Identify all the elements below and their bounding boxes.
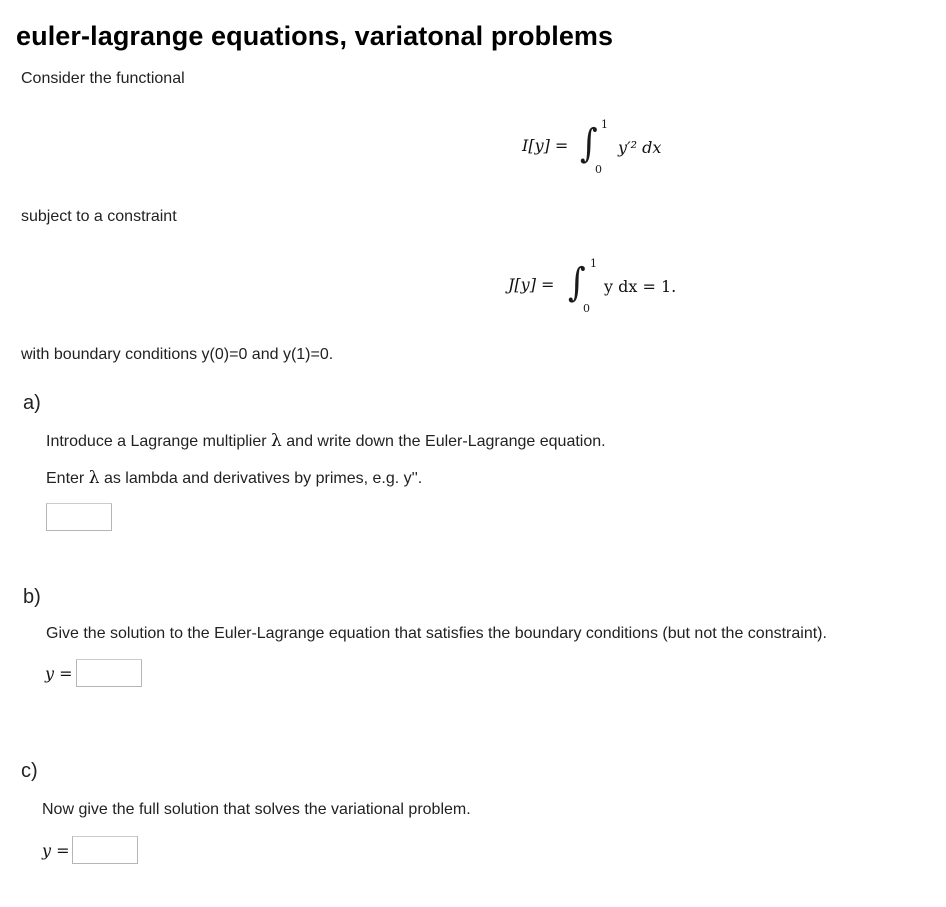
lambda-symbol: λ [271,431,282,451]
page-title: euler-lagrange equations, variatonal problems [16,21,614,51]
part-b-prefix: y = [45,664,73,683]
part-b-label: b) [23,586,41,608]
functional-j-equation [508,257,688,317]
functional-i-equation [522,118,672,178]
part-a-line2-pre: Enter [46,470,85,487]
part-a-line1-pre: Introduce a Lagrange multiplier [46,433,267,450]
part-a-answer-input[interactable] [46,503,112,531]
lambda-symbol: λ [88,468,100,488]
functional-j-lhs: J[y] = [508,275,555,294]
intro-text: Consider the functional [21,70,185,87]
part-a-label: a) [23,392,41,414]
integral-sign: ∫ [568,260,586,306]
functional-i-lhs: I[y] = [522,136,569,155]
part-a-instruction-2 [46,468,422,488]
constraint-intro-text: subject to a constraint [21,208,177,225]
part-b-instruction: Give the solution to the Euler-Lagrange equation that satisfies the boundary conditions (but not the constraint). [46,625,827,642]
part-c-prefix: y = [42,841,70,860]
integral-sign: ∫ [580,121,598,167]
part-c-instruction: Now give the full solution that solves the variational problem. [42,801,471,818]
lower-limit: 0 [583,302,590,315]
part-a-line1-post: and write down the Euler-Lagrange equation. [286,433,606,450]
part-a-line2-post: as lambda and derivatives by primes, e.g. y''. [103,470,423,487]
lower-limit: 0 [595,163,602,176]
functional-j-integrand: y dx = 1. [604,277,677,296]
boundary-conditions-text: with boundary conditions y(0)=0 and y(1)=0. [21,346,334,363]
part-c-answer-input[interactable] [72,836,138,864]
functional-i-integrand: y′² dx [618,138,662,157]
part-a-instruction-1 [46,431,606,451]
upper-limit: 1 [590,257,597,270]
upper-limit: 1 [601,118,608,131]
part-b-answer-input[interactable] [76,659,142,687]
part-c-label: c) [21,760,38,782]
